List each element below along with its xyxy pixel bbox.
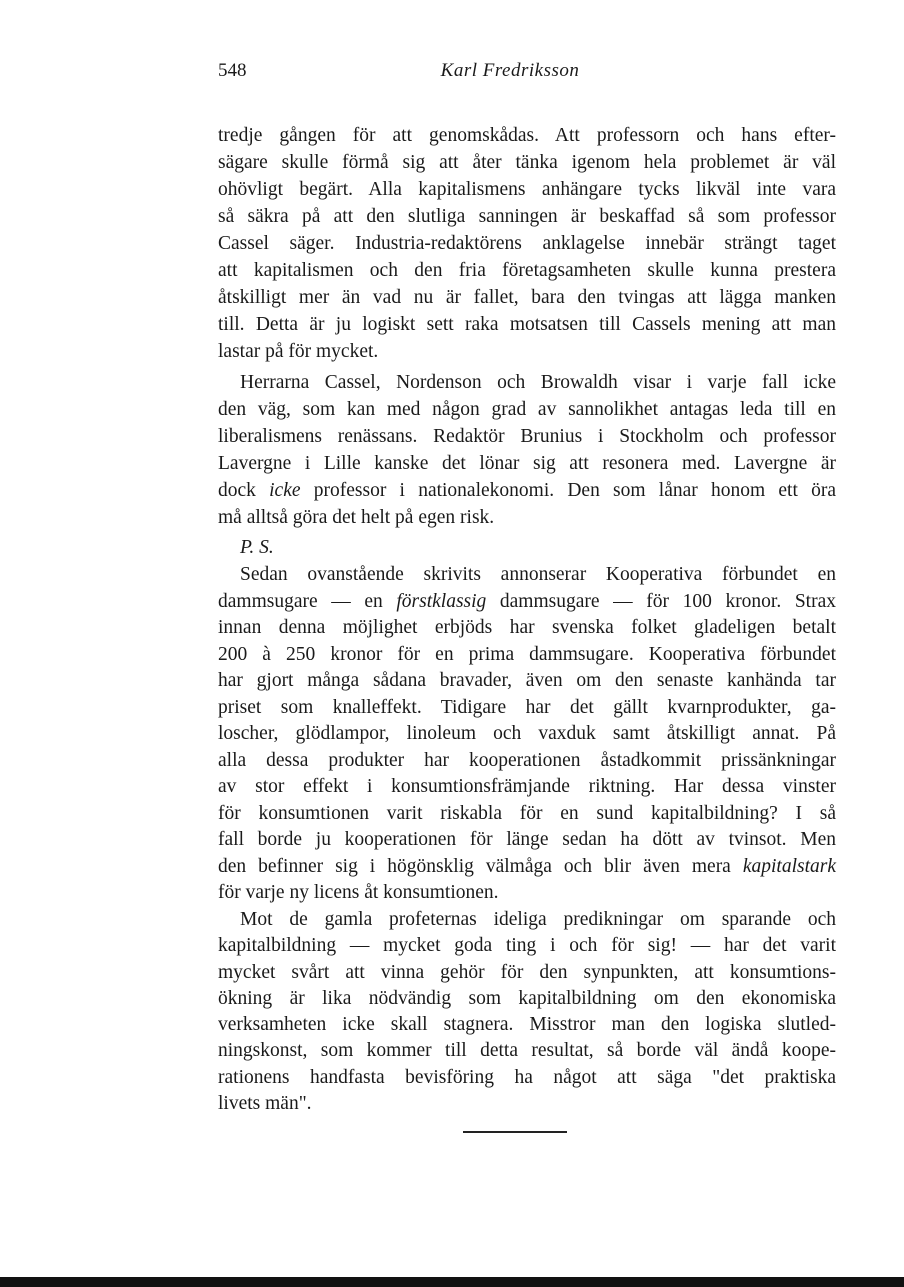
text-line: tredje gången för att genomskådas. Att professorn och hans efter- bbox=[218, 125, 836, 146]
text-line: innan denna möjlighet erbjöds har svenska folket gladeligen betalt bbox=[218, 617, 836, 638]
text-line: Cassel säger. Industria-redaktörens anklagelse innebär strängt taget bbox=[218, 233, 836, 254]
text-line: Herrarna Cassel, Nordenson och Browaldh visar i varje fall icke bbox=[240, 372, 836, 393]
text-line: Lavergne i Lille kanske det lönar sig att resonera med. Lavergne är bbox=[218, 453, 836, 474]
text-line: ökning är lika nödvändig som kapitalbildning om den ekonomiska bbox=[218, 987, 836, 1009]
text-line: dammsugare — en förstklassig dammsugare — för 100 kronor. Strax bbox=[218, 590, 836, 612]
text-line: livets män". bbox=[218, 1093, 312, 1115]
text-line: åtskilligt mer än vad nu är fallet, bara den tvingas att lägga manken bbox=[218, 287, 836, 308]
text-line: att kapitalismen och den fria företagsamheten skulle kunna prestera bbox=[218, 260, 836, 281]
text-line: ningskonst, som kommer till detta resultat, så borde väl ändå koope- bbox=[218, 1040, 836, 1062]
text-line: den väg, som kan med någon grad av sannolikhet antagas leda till en bbox=[218, 399, 836, 420]
text-line: fall borde ju kooperationen för länge sedan ha dött av tvinsot. Men bbox=[218, 829, 836, 850]
text-line: lastar på för mycket. bbox=[218, 341, 379, 362]
text-line: den befinner sig i högönsklig välmåga och blir även mera kapitalstark bbox=[218, 855, 836, 877]
running-title: Karl Fredriksson bbox=[440, 60, 580, 81]
emphasis: kapitalstark bbox=[742, 855, 836, 877]
page-number: 548 bbox=[218, 60, 247, 81]
text-line: priset som knalleffekt. Tidigare har det gällt kvarnprodukter, ga- bbox=[218, 696, 836, 718]
text-line: sägare skulle förmå sig att åter tänka igenom hela problemet är väl bbox=[218, 152, 836, 173]
paragraph-4 bbox=[218, 907, 836, 1117]
text-line: rationens handfasta bevisföring ha något att säga "det praktiska bbox=[218, 1066, 836, 1088]
text-line: alla dessa produkter har kooperationen åstadkommit prissänkningar bbox=[218, 749, 836, 771]
text-line: kapitalbildning — mycket goda ting i och för sig! — har det varit bbox=[218, 935, 836, 957]
text-line: må alltså göra det helt på egen risk. bbox=[218, 507, 495, 528]
paragraph-1 bbox=[218, 122, 836, 365]
section-rule bbox=[463, 1131, 567, 1133]
emphasis: icke bbox=[269, 480, 301, 501]
text-line: dock icke professor i nationalekonomi. Den som lånar honom ett öra bbox=[218, 480, 837, 501]
emphasis: förstklassig bbox=[396, 590, 487, 612]
text-line: 200 à 250 kronor för en prima dammsugare. Kooperativa förbundet bbox=[218, 643, 836, 665]
scan-edge bbox=[0, 1277, 904, 1287]
text-line: liberalismens renässans. Redaktör Brunius i Stockholm och professor bbox=[218, 426, 836, 447]
paragraph-ps bbox=[218, 562, 836, 907]
ps-label: P. S. bbox=[240, 537, 274, 558]
text-line: Mot de gamla profeternas ideliga predikningar om sparande och bbox=[240, 909, 836, 930]
text-line: av stor effekt i konsumtionsfrämjande riktning. Har dessa vinster bbox=[218, 776, 836, 797]
text-line: Sedan ovanstående skrivits annonserar Kooperativa förbundet en bbox=[240, 564, 836, 585]
text-line: för konsumtionen varit riskabla för en sund kapitalbildning? I så bbox=[218, 802, 836, 824]
text-line: för varje ny licens åt konsumtionen. bbox=[218, 882, 499, 903]
text-line: mycket svårt att vinna gehör för den synpunkten, att konsumtions- bbox=[218, 961, 836, 983]
text-line: har gjort många sådana bravader, även om den senaste kanhända tar bbox=[218, 670, 836, 691]
text-line: loscher, glödlampor, linoleum och vaxduk samt åtskilligt annat. På bbox=[218, 723, 836, 744]
text-line: så säkra på att den slutliga sanningen är beskaffad så som professor bbox=[218, 206, 836, 227]
text-line: ohövligt begärt. Alla kapitalismens anhängare tycks likväl inte vara bbox=[218, 179, 836, 200]
text-line: verksamheten icke skall stagnera. Misstror man den logiska slutled- bbox=[218, 1014, 836, 1036]
paragraph-2 bbox=[218, 369, 836, 531]
text-line: till. Detta är ju logiskt sett raka motsatsen till Cassels mening att man bbox=[218, 314, 836, 335]
